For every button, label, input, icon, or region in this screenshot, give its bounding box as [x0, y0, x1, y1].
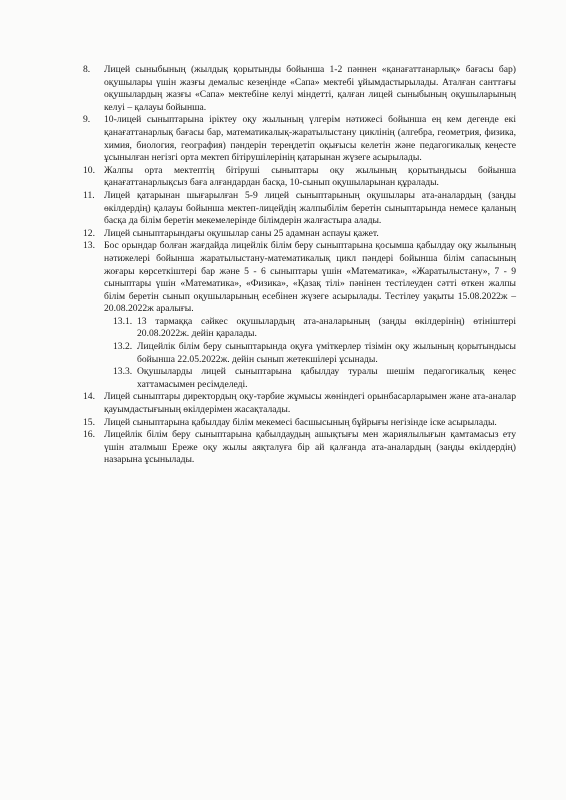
item-text: Лицей сыныбының (жылдық қорытынды бойынша 1-2 пәннен «қанағаттанарлық» бағасы бар) оқушылары үшін жазғы демалыс кезеңінде «Сапа» мектебі ұйымдастырылады. Аталған санттағы оқушылардың жазғы «Сапа» мектебіне келуі міндетті, қалған лицей сыныбының оқушыларының келуі – қалауы бойынша. [104, 64, 516, 113]
item-number: 8. [83, 64, 91, 75]
item-text: Лицей сыныптарына қабылдау білім мекемесі басшысының бұйрығы негізінде іске асырылады. [104, 416, 497, 428]
sub-list-item [113, 316, 516, 341]
item-number: 13. [83, 240, 95, 252]
list-item [83, 64, 516, 114]
list-item [83, 114, 516, 164]
document-body [83, 64, 516, 467]
sub-item-number: 13.1. [113, 315, 133, 327]
item-number: 16. [83, 429, 95, 441]
item-text: Лицейлік білім беру сыныптарына қабылдаудың ашықтығы мен жариялылығын қамтамасыз ету үшін аталмыш Ереже оқу жылы аяқталуға бір ай қалғанда ата-аналардың (заңды өкілдердің) назарына ұсынылады. [104, 429, 516, 466]
list-item [83, 391, 516, 416]
list-item [83, 417, 516, 430]
item-text: Бос орындар болған жағдайда лицейлік білім беру сыныптарына қосымша қабылдау оқу жылының нәтижелері бойынша жаратылыстану-математикалық цикл пәндері бойынша білім сапасының жоғары көрсеткіштері бар және 5 - 6 сыныптары үшін «Математика», «Жаратылыстану», 7 - 9 сыныптары үшін «Математика», «Физика», «Қазақ тілі» пәнінен тестілеуден сәтті өткен жалпы білім беретін сынып оқушыларының есебінен жүзеге асырылады. Тестілеу уақыты 15.08.2022ж – 20.08.2022ж аралығы. [104, 240, 516, 315]
item-text: Лицей сыныптарындағы оқушылар саны 25 адамнан аспауы қажет. [104, 227, 379, 239]
sub-list-item [113, 366, 516, 391]
item-number: 14. [83, 391, 95, 403]
item-number: 15. [83, 416, 95, 428]
list-item [83, 165, 516, 190]
item-number: 9. [83, 114, 91, 126]
list-item [83, 190, 516, 228]
sub-item-text: 13 тармаққа сәйкес оқушылардың ата-аналарының (заңды өкілдерінің) өтініштері 20.08.2022ж. дейін қаралады. [137, 315, 516, 340]
list-item [83, 240, 516, 316]
item-text: 10-лицей сыныптарына іріктеу оқу жылының үлгерім нәтижесі бойынша ең кем дегенде екі қанағаттанарлық бағасы бар, математикалық-жаратылыстану циклінің (алгебра, геометрия, физика, химия, биология, география) пәндерін тереңдетіп оқығысы келетін және педагогикалық кеңесте ұсынылған негізгі орта мектеп бітірушілерінің қатарынан жүзеге асырылады. [104, 114, 516, 164]
item-text: Лицей қатарынан шығарылған 5-9 лицей сыныптарының оқушылары ата-аналардың (заңды өкілдердің) қалауы бойынша мектеп-лицейдің жалпыбілім беретін сыныптарында немесе қаланың басқа да білім беретін мекемелерінде білімдерін жалғастыра алады. [104, 189, 516, 227]
sub-item-text: Лицейлік білім беру сыныптарында оқуға үміткерлер тізімін оқу жылының қорытындысы бойынша 22.05.2022ж. дейін сынып жетекшілері ұсынады. [137, 341, 516, 365]
list-item [83, 429, 516, 467]
item-number: 12. [83, 227, 95, 239]
item-number: 11. [83, 189, 95, 201]
sub-item-text: Оқушыларды лицей сыныптарына қабылдау туралы шешім педагогикалық кеңес хаттамасымен ресімделеді. [137, 366, 516, 390]
item-number: 10. [83, 164, 95, 176]
item-text: Жалпы орта мектептің бітіруші сыныптары оқу жылының қорытындысы бойынша қанағаттанарлықсыз баға алғандардан басқа, 10-сынып оқушыларынан құралады. [104, 164, 516, 189]
list-item [83, 228, 516, 241]
sub-item-number: 13.2. [113, 341, 133, 353]
sub-list-item [113, 341, 516, 366]
item-text: Лицей сыныптары директордың оқу-тәрбие жұмысы жөніндегі орынбасарларымен және ата-аналар қауымдастығының өкілдерімен жасақталады. [104, 391, 516, 416]
sub-item-number: 13.3. [113, 366, 133, 378]
